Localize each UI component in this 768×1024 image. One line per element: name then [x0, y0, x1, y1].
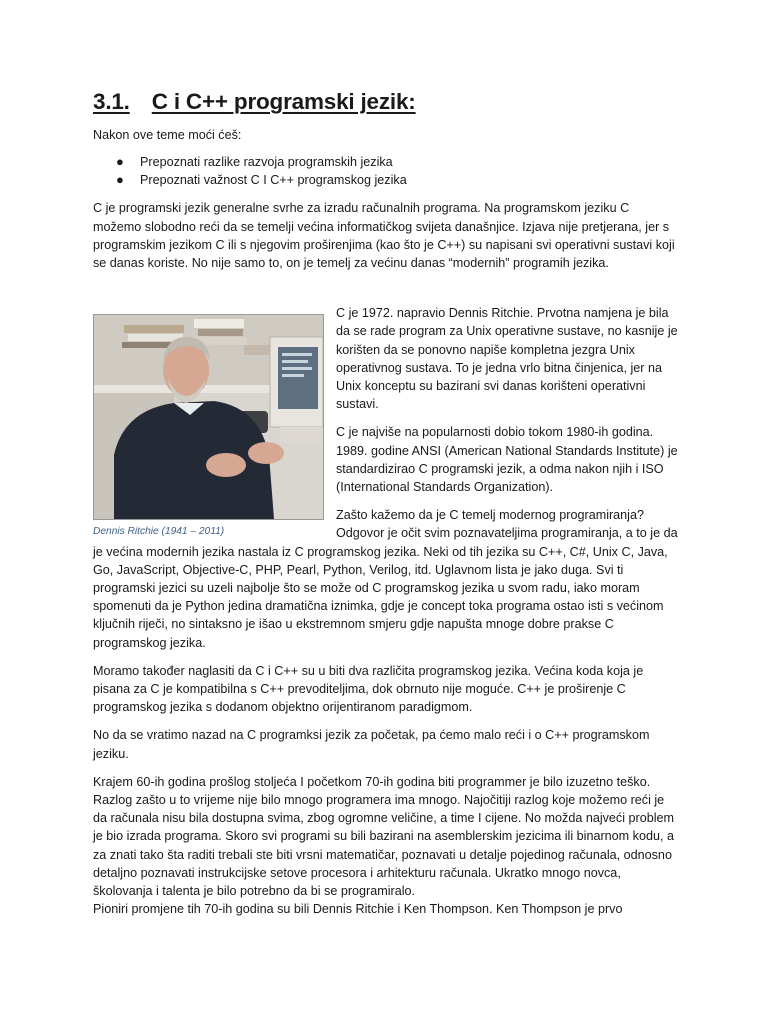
intro-text: Nakon ove teme moći ćeš: [93, 128, 242, 143]
paragraph-return: No da se vratimo nazad na C programksi jezik za početak, pa ćemo malo reći i o C++ programskom jeziku. [93, 728, 650, 761]
list-item-text: Prepoznati važnost C I C++ programskog jezika [140, 173, 407, 188]
objectives-list [93, 153, 679, 189]
paragraph-sixties: Krajem 60-ih godina prošlog stoljeća I početkom 70-ih godina biti programmer je bilo izuzetno teško. Razlog zašto u to vrijeme nije bilo mnogo programera ima mnogo. Najočitiji razlog koje možemo reći je da računala nisu bila dostupna svima, zbog ogromne veličine, a time I cijene. No možda najveći problem je bio izrada programa. Skoro svi programi su bili bazirani na asemblerskim jezicima ili binarnom kodu, a za znati tako šta raditi trebali ste biti vrsni matematičar, poznavati u detalje pojedinog računala, odnosno detaljno poznavati instrukcijske setove procesora i arhitekturu računala. Ukratko mnogo novca, školovanja i talenta je bilo potrebno da bi se programiralo. [93, 774, 675, 899]
section-heading [93, 88, 679, 116]
paragraph-popularity: C je najviše na popularnosti dobio tokom 1980-ih godina. 1989. godine ANSI (American National Standards Institute) je standardizirao C programski jezik, a odma nakon njih i ISO (International Standards Organization). [336, 425, 678, 494]
paragraph-history: C je 1972. napravio Dennis Ritchie. Prvotna namjena je bila da se rade program za Unix operativne sustave, no kasnije je korišten da se ponovno napiše kompletna jezgra Unix operativnog sustava. To je jedna vrlo bitna činjenica, jer na Unix konceptu su bazirani svi danas korišteni operativni sustavi. [336, 306, 678, 412]
figure-caption: Dennis Ritchie (1941 – 2011) [93, 526, 225, 538]
document-page [93, 88, 679, 928]
paragraph-modern-programming: Zašto kažemo da je C temelj modernog programiranja? Odgovor je očit svim poznavateljima programiranja, a to je da je većina modernih jezika nastala iz C programskog jezika. Neki od tih jezika su C++, C#, Unix C, Java, Go, JavaScript, Objective-C, PHP, Pearl, Python, Verilog, itd. Uglavnom lista je jako duga. Svi ti programski jezici su uzeli najbolje što se može od C programskog jezika u svom radu, iako moram spomenuti da je Python jedina dramatična iznimka, gdje je concept toka programa ostao isti s većinom ključnih riječi, no sintaksno je išao u ekstremnom smjeru gdje napušta mnoge dobre prakse C programskog jezika. [93, 508, 678, 650]
list-item [116, 153, 679, 171]
section-title: C i C++ programski jezik: [151, 89, 416, 114]
section-number: 3.1. [93, 89, 130, 114]
paragraph-intro: C je programski jezik generalne svrhe za izradu računalnih programa. Na programskom jeziku C možemo slobodno reći da se temelji većina informatičkog svijeta današnjice. Izjava nije pretjerana, jer s programskim jezikom C ili s njegovim proširenjima (kao što je C++) su napisani svi operativni sustavi koji se danas koriste. No nije samo to, on je temelj za većinu danas “modernih” programih jezika. [93, 201, 675, 270]
list-item [116, 171, 679, 189]
paragraph-pioneers: Pioniri promjene tih 70-ih godina su bili Dennis Ritchie i Ken Thompson. Ken Thompson je prvo [93, 902, 623, 917]
list-item-text: Prepoznati razlike razvoja programskih jezika [140, 155, 393, 170]
paragraph-c-vs-cpp: Moramo također naglasiti da C i C++ su u biti dva različita programskog jezika. Većina koda koja je pisana za C je kompatibilna s C++ prevoditeljima, dok obrnuto nije moguće. C++ je proširenje C programskog jezika s dodanom objektno orijentiranom paradigmom. [93, 663, 644, 715]
dennis-ritchie-photo [93, 314, 324, 520]
bullet-icon: ● [116, 172, 124, 188]
bullet-icon: ● [116, 154, 124, 170]
figure [93, 314, 324, 538]
